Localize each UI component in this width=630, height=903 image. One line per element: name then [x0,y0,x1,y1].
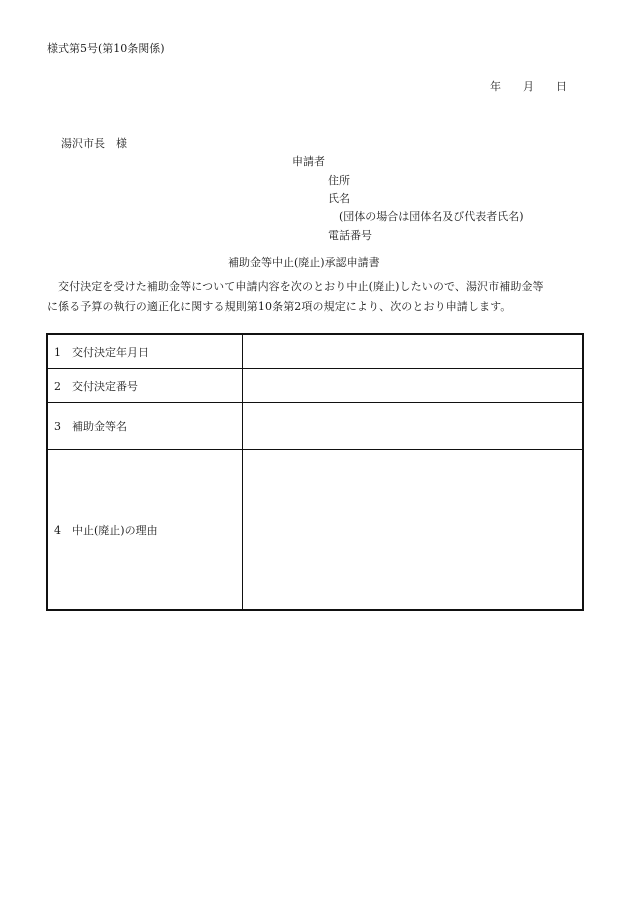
date-day-label: 日 [556,80,567,93]
grant-decision-date-field[interactable] [243,334,584,369]
grant-decision-number-field[interactable] [243,369,584,403]
row-label-text: 中止(廃止)の理由 [72,523,158,537]
row-label [47,334,243,369]
table-row [47,369,583,403]
body-paragraph [47,277,583,317]
subsidy-name-field[interactable] [243,403,584,450]
table-row [47,450,583,611]
date-year-label: 年 [490,80,501,93]
applicant-heading: 申請者 [292,155,325,168]
addressee: 湯沢市長 様 [61,137,127,150]
row-label-text: 補助金等名 [72,420,127,433]
row-number: 3 [54,420,61,433]
applicant-address-label: 住所 [328,174,350,187]
row-label-text: 交付決定年月日 [72,345,149,359]
row-number: 1 [54,345,61,359]
row-label [47,369,243,403]
applicant-name-note: (団体の場合は団体名及び代表者氏名) [339,210,524,223]
document-title: 補助金等中止(廃止)承認申請書 [228,256,380,269]
row-number: 2 [54,379,61,393]
body-line-2: に係る予算の執行の適正化に関する規則第10条第2項の規定により、次のとおり申請します。 [47,300,512,313]
date-month-label: 月 [523,80,534,93]
row-label [47,403,243,450]
row-number: 4 [54,523,61,537]
row-label [47,450,243,611]
application-table [46,333,584,611]
table-row [47,403,583,450]
form-number: 様式第5号(第10条関係) [47,42,165,55]
applicant-name-label: 氏名 [328,192,350,205]
applicant-phone-label: 電話番号 [328,229,372,242]
cancellation-reason-field[interactable] [243,450,584,611]
row-label-text: 交付決定番号 [72,379,138,393]
date-line [490,80,567,94]
body-line-1: 交付決定を受けた補助金等について申請内容を次のとおり中止(廃止)したいので、湯沢市補助金等 [58,280,544,293]
table-row [47,334,583,369]
